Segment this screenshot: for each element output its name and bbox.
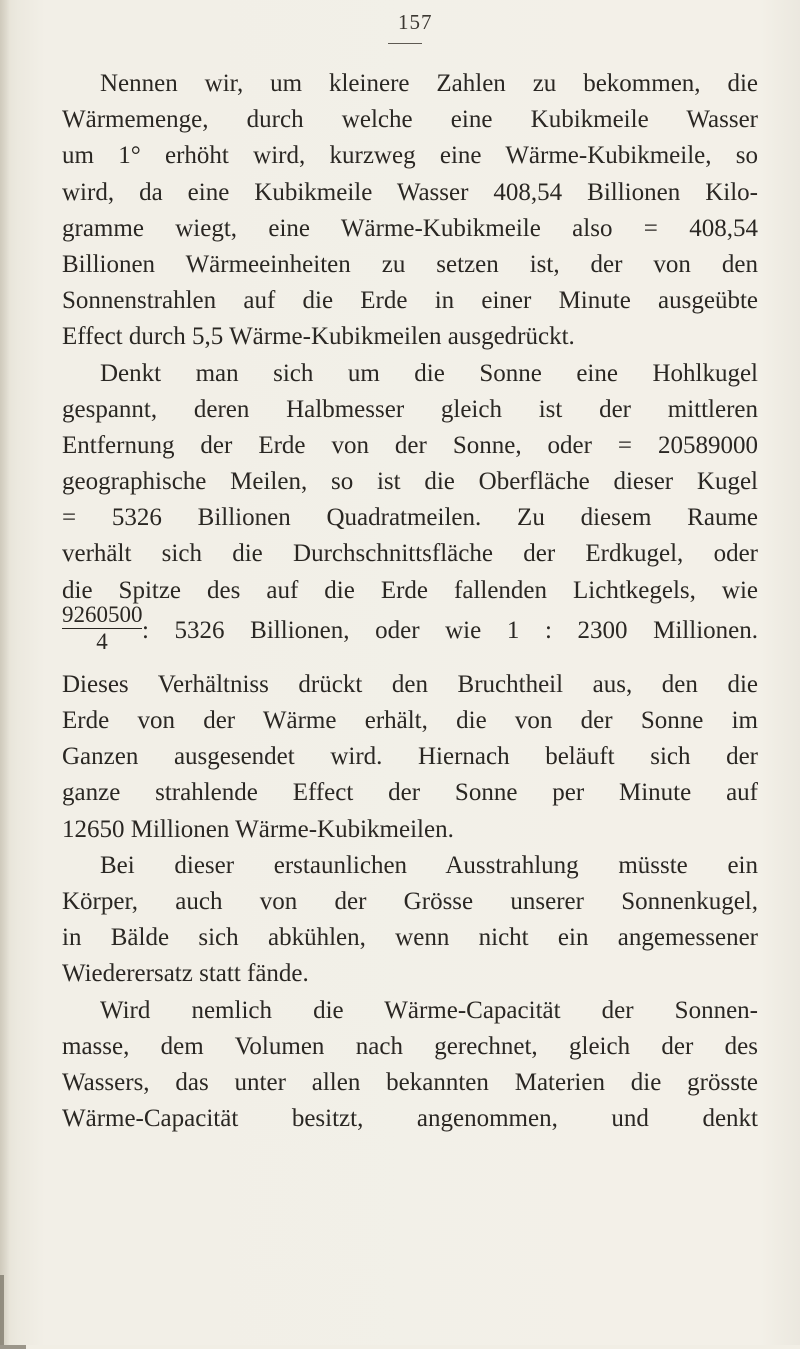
text-line: Sonnenstrahlen auf die Erde in einer Minute ausgeübte bbox=[62, 287, 758, 315]
text-line: Wiederersatz statt fände. bbox=[62, 960, 309, 988]
page-binding-shadow bbox=[0, 0, 10, 1345]
text-line: Körper, auch von der Grösse unserer Sonnenkugel, bbox=[62, 887, 758, 915]
paragraph bbox=[62, 848, 758, 993]
text-line: = 5326 Billionen Quadratmeilen. Zu diesem Raume bbox=[62, 504, 758, 532]
text-line: Entfernung der Erde von der Sonne, oder = 20589000 bbox=[62, 431, 758, 459]
text-line: Ganzen ausgesendet wird. Hiernach beläuft sich der bbox=[62, 743, 758, 771]
text-line: Effect durch 5,5 Wärme-Kubikmeilen ausgedrückt. bbox=[62, 323, 575, 351]
paragraph bbox=[62, 356, 758, 659]
text-line: gespannt, deren Halbmesser gleich ist der mittleren bbox=[62, 395, 758, 423]
text-line: die Spitze des auf die Erde fallenden Lichtkegels, wie bbox=[62, 576, 758, 604]
paragraph bbox=[62, 66, 758, 356]
text-line: um 1° erhöht wird, kurzweg eine Wärme-Kubikmeile, so bbox=[62, 142, 758, 170]
page-number: 157 bbox=[398, 10, 433, 34]
text-line: Denkt man sich um die Sonne eine Hohlkugel bbox=[100, 359, 758, 387]
fraction bbox=[62, 603, 142, 654]
text-line: in Bälde sich abkühlen, wenn nicht ein angemessener bbox=[62, 924, 758, 952]
fraction-denominator: 4 bbox=[96, 628, 108, 654]
page-corner-mark bbox=[0, 1275, 26, 1349]
text-line: Wird nemlich die Wärme-Capacität der Sonnen- bbox=[100, 996, 758, 1024]
text-line: 12650 Millionen Wärme-Kubikmeilen. bbox=[62, 815, 454, 843]
text-line: Billionen Wärmeeinheiten zu setzen ist, der von den bbox=[62, 250, 758, 278]
text-line: Wärmemenge, durch welche eine Kubikmeile Wasser bbox=[62, 106, 758, 134]
text-line: geographische Meilen, so ist die Oberfläche dieser Kugel bbox=[62, 468, 758, 496]
paragraph bbox=[62, 667, 758, 848]
text-line: Erde von der Wärme erhält, die von der Sonne im bbox=[62, 707, 758, 734]
paragraph bbox=[62, 993, 758, 1138]
text-line: Wärme-Capacität besitzt, angenommen, und denkt bbox=[62, 1105, 758, 1133]
fraction-text: : 5326 Billionen, oder wie 1 : 2300 Millionen. bbox=[142, 616, 758, 644]
text-line: Dieses Verhältniss drückt den Bruchtheil aus, den die bbox=[62, 670, 758, 698]
text-line: Nennen wir, um kleinere Zahlen zu bekommen, die bbox=[100, 70, 758, 97]
fraction-line bbox=[62, 601, 758, 659]
body-text bbox=[62, 66, 758, 1137]
text-line: Bei dieser erstaunlichen Ausstrahlung müsste ein bbox=[100, 851, 758, 879]
text-line: Wassers, das unter allen bekannten Materien die grösste bbox=[62, 1068, 758, 1096]
text-line: ganze strahlende Effect der Sonne per Minute auf bbox=[62, 779, 758, 807]
page-number-underline bbox=[388, 43, 422, 44]
text-line: masse, dem Volumen nach gerechnet, gleich der des bbox=[62, 1032, 758, 1060]
text-line: wird, da eine Kubikmeile Wasser 408,54 Billionen Kilo- bbox=[62, 178, 758, 206]
text-line: verhält sich die Durchschnittsfläche der Erdkugel, oder bbox=[62, 540, 758, 568]
text-line: gramme wiegt, eine Wärme-Kubikmeile also = 408,54 bbox=[62, 214, 758, 242]
fraction-numerator: 9260500 bbox=[62, 601, 143, 627]
